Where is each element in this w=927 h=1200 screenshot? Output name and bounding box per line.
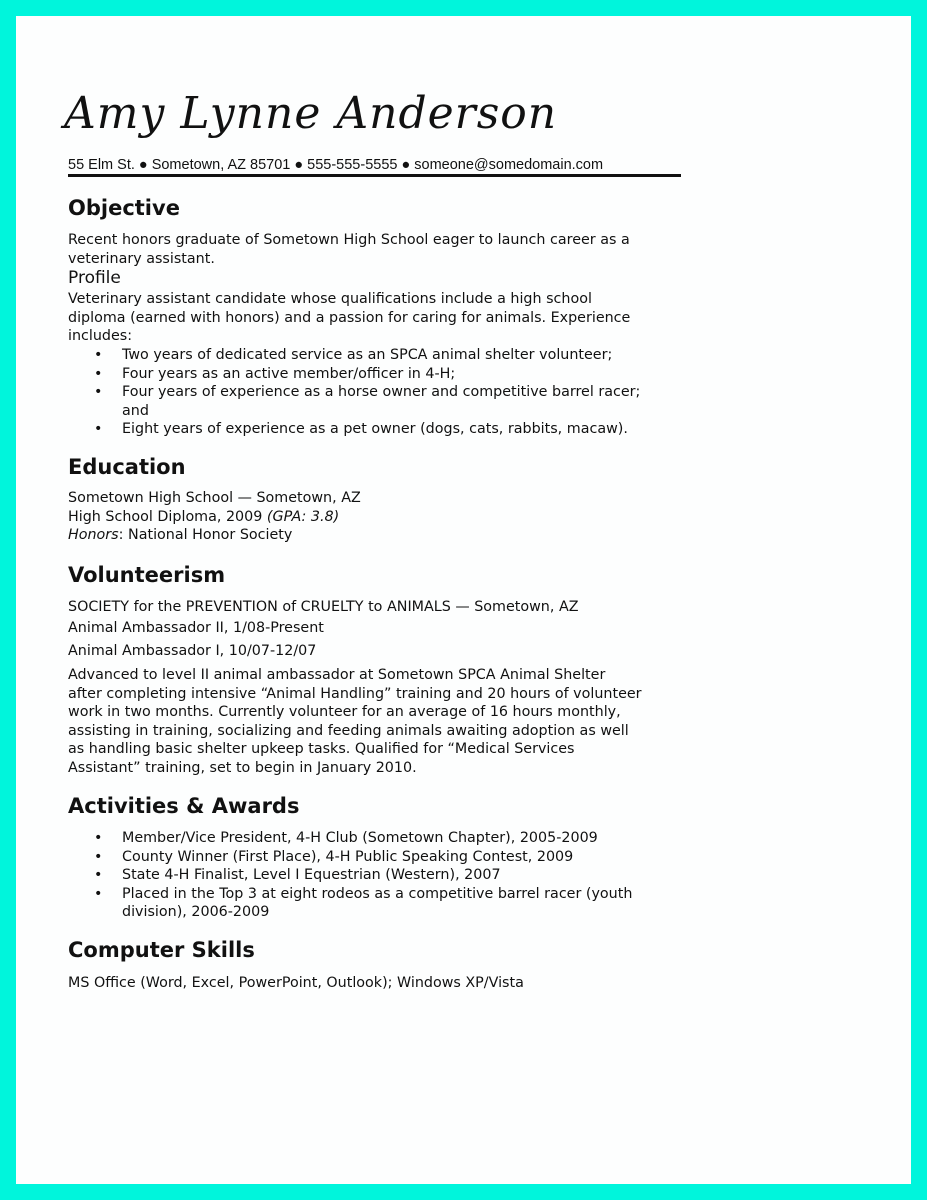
- honors: : National Honor Society: [118, 527, 293, 544]
- activities-bullets: [68, 829, 632, 922]
- header-divider: [68, 174, 681, 177]
- text-line: and: [122, 402, 149, 419]
- list-item: • Member/Vice President, 4-H Club (Sometown Chapter), 2005-2009: [68, 829, 632, 848]
- skills-heading: Computer Skills: [68, 938, 255, 962]
- gpa: (GPA: 3.8): [266, 508, 340, 525]
- objective-heading: Objective: [68, 196, 180, 220]
- volunteer-description: [68, 666, 642, 778]
- honors-label: Honors: [68, 527, 119, 544]
- skills-text: MS Office (Word, Excel, PowerPoint, Outlook); Windows XP/Vista: [68, 975, 524, 991]
- text-line: assisting in training, socializing and feeding animals awaiting adoption as well: [68, 722, 629, 739]
- list-item: • Eight years of experience as a pet owner (dogs, cats, rabbits, macaw).: [68, 420, 640, 439]
- list-item: [68, 383, 640, 420]
- objective-text: [68, 231, 630, 268]
- list-item: • Two years of dedicated service as an SPCA animal shelter volunteer;: [68, 346, 640, 365]
- text-line: includes:: [68, 328, 133, 345]
- list-item: • Four years as an active member/officer in 4-H;: [68, 365, 640, 384]
- volunteer-role-1: Animal Ambassador II, 1/08-Present: [68, 620, 324, 636]
- contact-line: 55 Elm St. ● Sometown, AZ 85701 ● 555-555-5555 ● someone@somedomain.com: [68, 157, 604, 173]
- volunteer-org: SOCIETY for the PREVENTION of CRUELTY to ANIMALS — Sometown, AZ: [68, 599, 579, 615]
- profile-bullets: [68, 346, 640, 439]
- list-item: • County Winner (First Place), 4-H Public Speaking Contest, 2009: [68, 848, 632, 867]
- resume-name: Amy Lynne Anderson: [64, 88, 558, 139]
- text-line: veterinary assistant.: [68, 250, 215, 267]
- education-heading: Education: [68, 455, 186, 479]
- diploma: High School Diploma, 2009: [68, 508, 263, 525]
- profile-text: [68, 290, 630, 346]
- text-line: work in two months. Currently volunteer for an average of 16 hours monthly,: [68, 704, 621, 721]
- text-line: Assistant” training, set to begin in January 2010.: [68, 759, 417, 776]
- text-line: division), 2006-2009: [122, 904, 270, 921]
- text-line: • Placed in the Top 3 at eight rodeos as a competitive barrel racer (youth: [122, 885, 633, 902]
- text-line: as handling basic shelter upkeep tasks. Qualified for “Medical Services: [68, 741, 575, 758]
- school: Sometown High School — Sometown, AZ: [68, 490, 361, 506]
- text-line: diploma (earned with honors) and a passion for caring for animals. Experience: [68, 309, 631, 326]
- profile-heading: Profile: [68, 268, 121, 288]
- text-line: Recent honors graduate of Sometown High School eager to launch career as a: [68, 232, 630, 248]
- volunteer-role-2: Animal Ambassador I, 10/07-12/07: [68, 643, 317, 659]
- text-line: after completing intensive “Animal Handling” training and 20 hours of volunteer: [68, 685, 642, 702]
- honors-line: [68, 526, 361, 545]
- activities-heading: Activities & Awards: [68, 794, 300, 818]
- text-line: Advanced to level II animal ambassador at Sometown SPCA Animal Shelter: [68, 667, 606, 683]
- diploma-line: [68, 508, 361, 527]
- text-line: • Four years of experience as a horse owner and competitive barrel racer;: [122, 384, 641, 401]
- list-item: [68, 885, 632, 922]
- text-line: Veterinary assistant candidate whose qualifications include a high school: [68, 291, 592, 307]
- volunteerism-heading: Volunteerism: [68, 563, 226, 587]
- list-item: • State 4-H Finalist, Level I Equestrian (Western), 2007: [68, 866, 632, 885]
- education-text: [68, 489, 361, 545]
